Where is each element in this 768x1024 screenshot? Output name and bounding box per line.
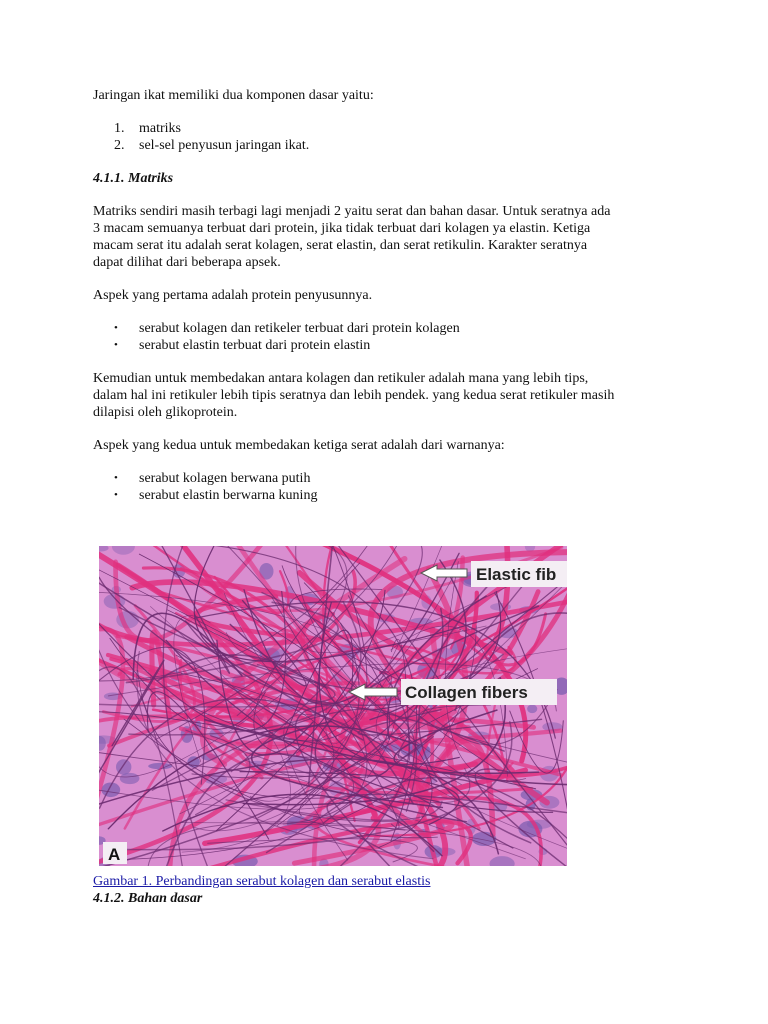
collagen-fiber-label: Collagen fibers xyxy=(405,683,528,702)
difference-paragraph-line: dalam hal ini retikuler lebih tipis seratnya dan lebih pendek. yang kedua serat retikuler masih xyxy=(93,388,615,403)
matriks-paragraph-line: macam serat itu adalah serat kolagen, serat elastin, dan serat retikulin. Karakter seratnya xyxy=(93,238,588,253)
figure-caption-link[interactable]: Gambar 1. Perbandingan serabut kolagen dan serabut elastis xyxy=(93,874,431,889)
matriks-paragraph-line: dapat dilihat dari beberapa apsek. xyxy=(93,255,281,270)
matriks-paragraph-line: 3 macam semuanya terbuat dari protein, jika tidak terbuat dari kolagen ya elastin. Ketiga xyxy=(93,221,591,236)
cell-nucleus xyxy=(527,705,537,714)
list-item: • serabut elastin berwarna kuning xyxy=(114,488,318,503)
list-item: • serabut kolagen berwana putih xyxy=(114,471,311,486)
intro-text: Jaringan ikat memiliki dua komponen dasar yaitu: xyxy=(93,88,374,103)
aspect1-list xyxy=(93,320,683,354)
list-item: • serabut elastin terbuat dari protein elastin xyxy=(114,338,371,353)
list-item: • serabut kolagen dan retikeler terbuat dari protein kolagen xyxy=(114,321,460,336)
aspect2-intro: Aspek yang kedua untuk membedakan ketiga serat adalah dari warnanya: xyxy=(93,438,505,453)
bullet-icon: • xyxy=(114,472,118,484)
aspect2-list xyxy=(93,470,683,504)
section-heading-matriks: 4.1.1. Matriks xyxy=(93,171,174,186)
list-item: 1. matriks xyxy=(114,121,181,136)
difference-paragraph-line: Kemudian untuk membedakan antara kolagen dan retikuler adalah mana yang lebih tips, xyxy=(93,371,589,386)
section-heading-bahan-dasar: 4.1.2. Bahan dasar xyxy=(93,891,203,906)
difference-paragraph-line: dilapisi oleh glikoprotein. xyxy=(93,405,238,420)
document-body xyxy=(93,87,683,504)
bullet-icon: • xyxy=(114,339,118,351)
cell-nucleus xyxy=(120,773,140,784)
micrograph-image xyxy=(99,546,567,866)
aspect1-intro: Aspek yang pertama adalah protein penyusunnya. xyxy=(93,288,373,303)
components-list xyxy=(93,120,683,154)
bullet-icon: • xyxy=(114,489,118,501)
bullet-icon: • xyxy=(114,322,118,334)
matriks-paragraph-line: Matriks sendiri masih terbagi lagi menjadi 2 yaitu serat dan bahan dasar. Untuk seratnya ada xyxy=(93,204,611,219)
list-item: 2. sel-sel penyusun jaringan ikat. xyxy=(114,138,310,153)
micrograph-figure xyxy=(99,546,567,866)
elastic-fiber-label: Elastic fib xyxy=(476,565,557,584)
panel-letter: A xyxy=(108,845,121,864)
